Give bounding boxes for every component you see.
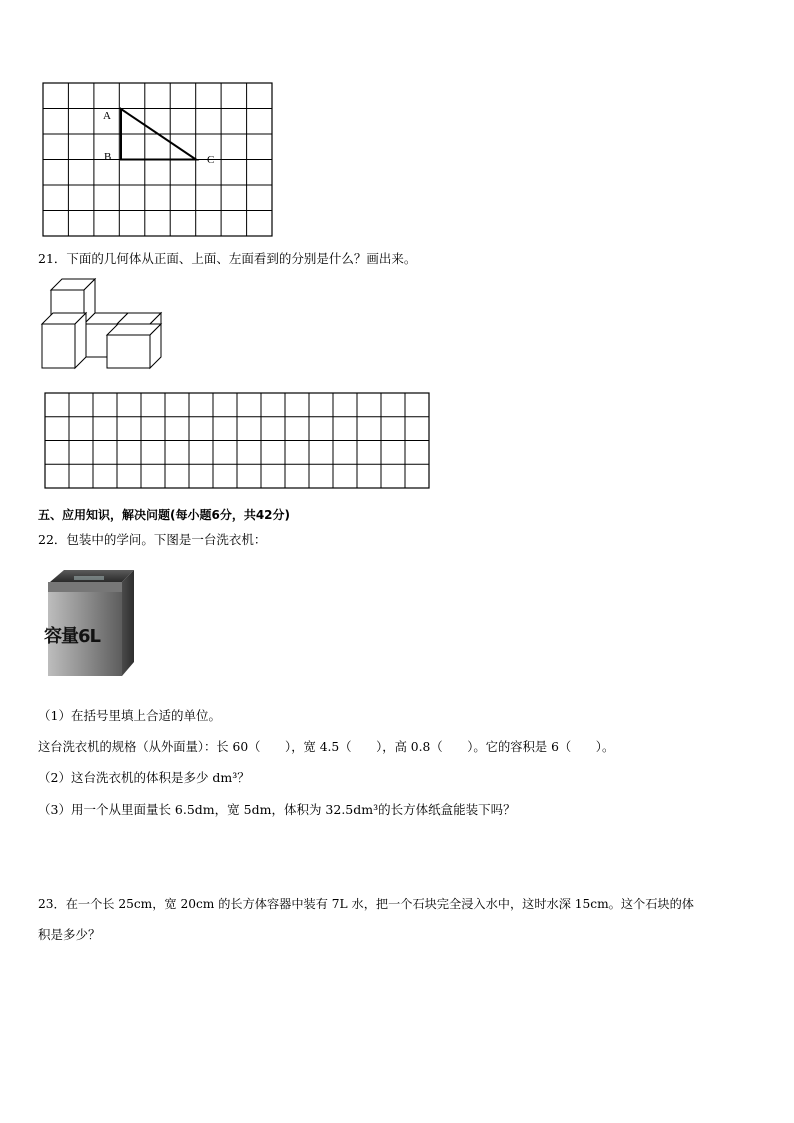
section-5-heading: 五、应用知识，解决问题(每小题6分，共42分): [38, 508, 291, 522]
question-22-spec-line: 这台洗衣机的规格（从外面量）：长 60（ ），宽 4.5（ ），高 0.8（ ）。它的容积是 6（ ）。: [38, 740, 615, 754]
capacity-caption: 容量6L: [44, 626, 100, 647]
question-23-line2: 积是多少？: [38, 927, 101, 942]
question-23-line1: 23．在一个长 25cm，宽 20cm 的长方体容器中装有 7L 水，把一个石块完全浸入水中，这时水深 15cm。这个石块的体: [38, 897, 694, 911]
triangle-grid: [42, 82, 276, 240]
cube-solid-figure: [40, 278, 164, 370]
question-21: 21．下面的几何体从正面、上面、左面看到的分别是什么？画出来。: [38, 251, 417, 266]
point-label-b: B: [104, 151, 112, 163]
drawing-grid: [44, 392, 432, 490]
point-label-c: C: [207, 154, 215, 166]
question-22-sub2: （2）这台洗衣机的体积是多少 dm³？: [38, 770, 250, 785]
question-22-sub1: （1）在括号里填上合适的单位。: [38, 708, 221, 723]
question-22-intro: 22．包装中的学问。下图是一台洗衣机：: [38, 532, 267, 547]
point-label-a: A: [103, 110, 111, 122]
question-22-sub3: （3）用一个从里面量长 6.5dm，宽 5dm，体积为 32.5dm³的长方体纸盒能装下吗？: [38, 802, 516, 817]
